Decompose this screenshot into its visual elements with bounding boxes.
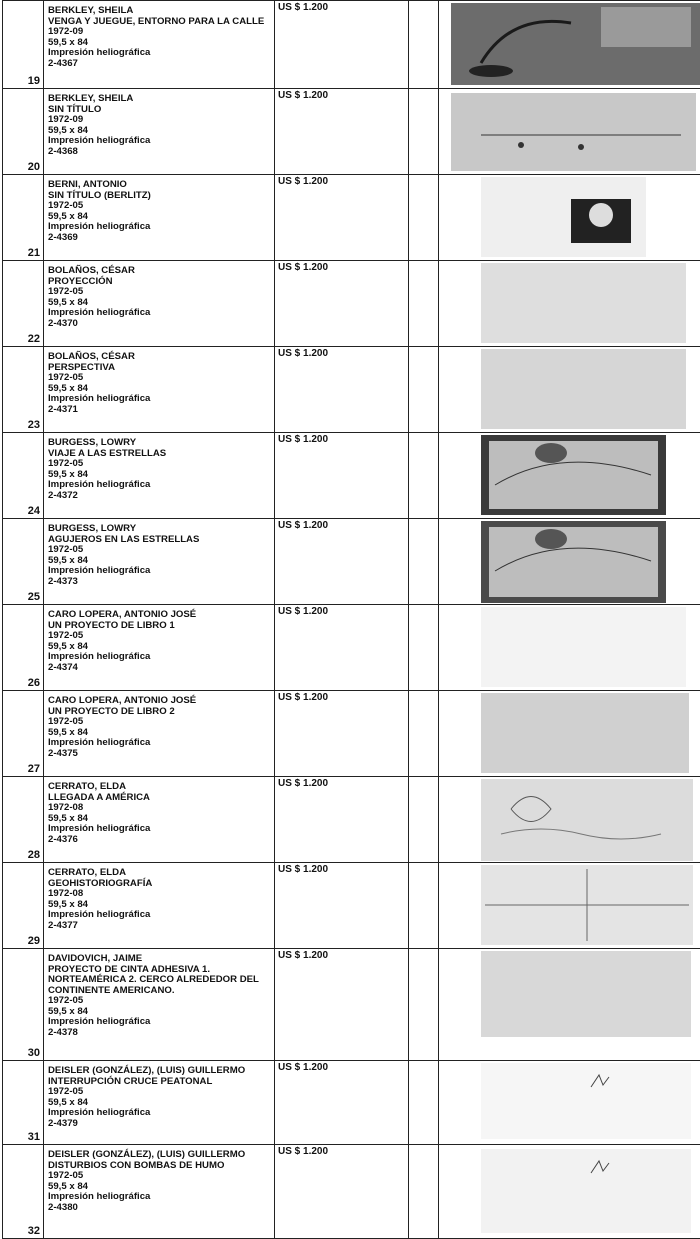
table-row [3, 863, 700, 949]
artwork-info-cell [44, 433, 275, 519]
artwork-thumbnail [439, 1145, 700, 1238]
lot-number: 31 [27, 1131, 40, 1143]
artwork-info-cell [44, 89, 275, 175]
price: US $ 1.200 [278, 692, 329, 703]
artwork-title: GEOHISTORIOGRAFÍA [48, 877, 153, 889]
artwork-title: PROYECTO DE CINTA ADHESIVA 1. NORTEAMÉRICA 2. CERCO ALREDEDOR DEL CONTINENTE AMERICANO. [48, 963, 259, 996]
artist-name: BURGESS, LOWRY [48, 437, 137, 448]
artwork-technique: Impresión heliográfica [48, 1107, 151, 1118]
artwork-info-cell [44, 1145, 275, 1239]
artwork-technique: Impresión heliográfica [48, 221, 151, 232]
empty-cell [409, 863, 439, 949]
table-row [3, 261, 700, 347]
artwork-code: 2-4376 [48, 833, 78, 845]
empty-cell [409, 777, 439, 863]
lot-number: 24 [27, 505, 40, 517]
price: US $ 1.200 [278, 520, 329, 531]
artwork-info-cell [44, 691, 275, 777]
artist-name: CERRATO, ELDA [48, 781, 126, 792]
artist-name: BERKLEY, SHEILA [48, 5, 134, 16]
price: US $ 1.200 [278, 864, 329, 875]
artwork-size: 59,5 x 84 [48, 812, 89, 824]
artwork-info-cell [44, 1061, 275, 1145]
table-row [3, 1145, 700, 1239]
artwork-title: UN PROYECTO DE LIBRO 2 [48, 705, 175, 717]
artwork-code: 2-4374 [48, 661, 78, 673]
price-cell [275, 347, 409, 433]
artwork-size: 59,5 x 84 [48, 726, 89, 738]
artwork-size: 59,5 x 84 [48, 898, 89, 910]
artwork-technique: Impresión heliográfica [48, 479, 151, 490]
empty-cell [409, 519, 439, 605]
artwork-size: 59,5 x 84 [48, 36, 89, 48]
thumbnail-cell [439, 777, 700, 863]
artwork-code: 2-4367 [48, 57, 78, 69]
price-cell [275, 1, 409, 89]
table-row [3, 1061, 700, 1145]
lot-number-cell [3, 1145, 44, 1239]
artwork-size: 59,5 x 84 [48, 382, 89, 394]
artwork-info-cell [44, 605, 275, 691]
artwork-thumbnail [439, 863, 700, 948]
empty-cell [409, 433, 439, 519]
artwork-technique: Impresión heliográfica [48, 737, 151, 748]
table-row [3, 89, 700, 175]
price-cell [275, 605, 409, 691]
price-cell [275, 89, 409, 175]
artwork-thumbnail [439, 347, 700, 432]
artwork-code: 2-4375 [48, 747, 78, 759]
artwork-size: 59,5 x 84 [48, 1180, 89, 1192]
artwork-title: PROYECCIÓN [48, 275, 113, 287]
empty-cell [409, 949, 439, 1061]
price: US $ 1.200 [278, 778, 329, 789]
artwork-thumbnail [439, 519, 700, 604]
artwork-info-cell [44, 777, 275, 863]
artwork-code: 2-4377 [48, 919, 78, 931]
artwork-technique: Impresión heliográfica [48, 47, 151, 58]
artwork-date: 1972-05 [48, 286, 84, 297]
artwork-size: 59,5 x 84 [48, 1096, 89, 1108]
artwork-thumbnail [439, 691, 700, 776]
artwork-thumbnail [439, 605, 700, 690]
thumbnail-cell [439, 261, 700, 347]
artwork-size: 59,5 x 84 [48, 1005, 89, 1017]
price: US $ 1.200 [278, 348, 329, 359]
empty-cell [409, 1061, 439, 1145]
artwork-date: 1972-05 [48, 458, 84, 469]
artwork-title: VENGA Y JUEGUE, ENTORNO PARA LA CALLE [48, 15, 265, 27]
artist-name: CERRATO, ELDA [48, 867, 126, 878]
artwork-code: 2-4369 [48, 231, 78, 243]
artwork-date: 1972-09 [48, 26, 84, 37]
table-row [3, 433, 700, 519]
thumbnail-cell [439, 89, 700, 175]
artwork-thumbnail [439, 949, 700, 1060]
artist-name: BERKLEY, SHEILA [48, 93, 134, 104]
lot-number: 20 [27, 161, 40, 173]
artwork-date: 1972-05 [48, 630, 84, 641]
table-row [3, 1, 700, 89]
artwork-title: LLEGADA A AMÉRICA [48, 791, 150, 803]
artwork-size: 59,5 x 84 [48, 210, 89, 222]
artwork-code: 2-4380 [48, 1201, 78, 1213]
lot-number: 19 [27, 75, 40, 87]
artwork-title: VIAJE A LAS ESTRELLAS [48, 447, 167, 459]
artwork-code: 2-4371 [48, 403, 78, 415]
lot-number-cell [3, 1, 44, 89]
artwork-info-cell [44, 949, 275, 1061]
lot-number: 22 [27, 333, 40, 345]
table-row [3, 691, 700, 777]
price-cell [275, 777, 409, 863]
empty-cell [409, 605, 439, 691]
artwork-title: UN PROYECTO DE LIBRO 1 [48, 619, 175, 631]
artwork-info-cell [44, 519, 275, 605]
catalog-table [2, 0, 700, 1239]
empty-cell [409, 1145, 439, 1239]
lot-number-cell [3, 261, 44, 347]
artwork-thumbnail [439, 261, 700, 346]
lot-number: 30 [27, 1047, 40, 1059]
artwork-code: 2-4370 [48, 317, 78, 329]
thumbnail-cell [439, 863, 700, 949]
artwork-date: 1972-05 [48, 372, 84, 383]
price: US $ 1.200 [278, 606, 329, 617]
lot-number-cell [3, 777, 44, 863]
lot-number-cell [3, 175, 44, 261]
lot-number-cell [3, 691, 44, 777]
artwork-technique: Impresión heliográfica [48, 651, 151, 662]
artwork-technique: Impresión heliográfica [48, 135, 151, 146]
artwork-date: 1972-09 [48, 114, 84, 125]
lot-number: 26 [27, 677, 40, 689]
artwork-date: 1972-05 [48, 1086, 84, 1097]
lot-number: 29 [27, 935, 40, 947]
price: US $ 1.200 [278, 176, 329, 187]
table-row [3, 605, 700, 691]
artist-name: DAVIDOVICH, JAIME [48, 953, 143, 964]
lot-number-cell [3, 863, 44, 949]
price-cell [275, 261, 409, 347]
empty-cell [409, 261, 439, 347]
lot-number: 28 [27, 849, 40, 861]
artist-name: BURGESS, LOWRY [48, 523, 137, 534]
thumbnail-cell [439, 605, 700, 691]
artwork-title: DISTURBIOS CON BOMBAS DE HUMO [48, 1159, 225, 1171]
price-cell [275, 691, 409, 777]
price-cell [275, 1145, 409, 1239]
empty-cell [409, 347, 439, 433]
artwork-thumbnail [439, 777, 700, 862]
lot-number-cell [3, 949, 44, 1061]
table-row [3, 175, 700, 261]
lot-number: 27 [27, 763, 40, 775]
artwork-size: 59,5 x 84 [48, 640, 89, 652]
artwork-info-cell [44, 347, 275, 433]
artwork-info-cell [44, 261, 275, 347]
artwork-title: INTERRUPCIÓN CRUCE PEATONAL [48, 1075, 213, 1087]
artwork-code: 2-4373 [48, 575, 78, 587]
artwork-code: 2-4379 [48, 1117, 78, 1129]
lot-number: 32 [27, 1225, 40, 1237]
price: US $ 1.200 [278, 1146, 329, 1157]
artist-name: CARO LOPERA, ANTONIO JOSÉ [48, 609, 197, 620]
price-cell [275, 175, 409, 261]
table-row [3, 519, 700, 605]
table-row [3, 949, 700, 1061]
artwork-date: 1972-08 [48, 888, 84, 899]
thumbnail-cell [439, 1061, 700, 1145]
artwork-size: 59,5 x 84 [48, 554, 89, 566]
artwork-title: SIN TÍTULO [48, 103, 102, 115]
artwork-date: 1972-05 [48, 716, 84, 727]
price: US $ 1.200 [278, 262, 329, 273]
artwork-technique: Impresión heliográfica [48, 565, 151, 576]
thumbnail-cell [439, 347, 700, 433]
price-cell [275, 949, 409, 1061]
thumbnail-cell [439, 519, 700, 605]
price: US $ 1.200 [278, 90, 329, 101]
artwork-info-cell [44, 863, 275, 949]
artwork-thumbnail [439, 89, 700, 174]
artwork-date: 1972-05 [48, 200, 84, 211]
artwork-date: 1972-05 [48, 995, 84, 1006]
artwork-title: PERSPECTIVA [48, 361, 115, 373]
table-row [3, 347, 700, 433]
price: US $ 1.200 [278, 2, 329, 13]
artwork-technique: Impresión heliográfica [48, 393, 151, 404]
price-cell [275, 863, 409, 949]
lot-number-cell [3, 1061, 44, 1145]
artwork-date: 1972-08 [48, 802, 84, 813]
artwork-code: 2-4378 [48, 1026, 78, 1038]
artwork-title: SIN TÍTULO (BERLITZ) [48, 189, 151, 201]
thumbnail-cell [439, 1145, 700, 1239]
lot-number: 21 [27, 247, 40, 259]
artist-name: CARO LOPERA, ANTONIO JOSÉ [48, 695, 197, 706]
artwork-date: 1972-05 [48, 1170, 84, 1181]
price-cell [275, 519, 409, 605]
lot-number-cell [3, 433, 44, 519]
artwork-date: 1972-05 [48, 544, 84, 555]
artist-name: BOLAÑOS, CÉSAR [48, 265, 135, 276]
artist-name: BERNI, ANTONIO [48, 179, 127, 190]
thumbnail-cell [439, 949, 700, 1061]
artwork-code: 2-4372 [48, 489, 78, 501]
artwork-info-cell [44, 1, 275, 89]
empty-cell [409, 175, 439, 261]
lot-number-cell [3, 89, 44, 175]
artwork-code: 2-4368 [48, 145, 78, 157]
price-cell [275, 1061, 409, 1145]
thumbnail-cell [439, 175, 700, 261]
empty-cell [409, 691, 439, 777]
artwork-size: 59,5 x 84 [48, 296, 89, 308]
artist-name: BOLAÑOS, CÉSAR [48, 351, 135, 362]
artwork-info-cell [44, 175, 275, 261]
price: US $ 1.200 [278, 434, 329, 445]
artwork-thumbnail [439, 1061, 700, 1144]
thumbnail-cell [439, 433, 700, 519]
artwork-technique: Impresión heliográfica [48, 1016, 151, 1027]
lot-number-cell [3, 519, 44, 605]
price-cell [275, 433, 409, 519]
lot-number-cell [3, 605, 44, 691]
lot-number: 23 [27, 419, 40, 431]
lot-number-cell [3, 347, 44, 433]
artwork-technique: Impresión heliográfica [48, 307, 151, 318]
artwork-thumbnail [439, 433, 700, 518]
price: US $ 1.200 [278, 950, 329, 961]
artwork-technique: Impresión heliográfica [48, 1191, 151, 1202]
artwork-technique: Impresión heliográfica [48, 909, 151, 920]
artist-name: DEISLER (GONZÁLEZ), (LUIS) GUILLERMO [48, 1065, 246, 1076]
artwork-size: 59,5 x 84 [48, 124, 89, 136]
thumbnail-cell [439, 1, 700, 89]
artwork-technique: Impresión heliográfica [48, 823, 151, 834]
empty-cell [409, 89, 439, 175]
artwork-thumbnail [439, 1, 700, 88]
table-row [3, 777, 700, 863]
price: US $ 1.200 [278, 1062, 329, 1073]
artwork-thumbnail [439, 175, 700, 260]
thumbnail-cell [439, 691, 700, 777]
artist-name: DEISLER (GONZÁLEZ), (LUIS) GUILLERMO [48, 1149, 246, 1160]
lot-number: 25 [27, 591, 40, 603]
artwork-title: AGUJEROS EN LAS ESTRELLAS [48, 533, 200, 545]
empty-cell [409, 1, 439, 89]
artwork-size: 59,5 x 84 [48, 468, 89, 480]
